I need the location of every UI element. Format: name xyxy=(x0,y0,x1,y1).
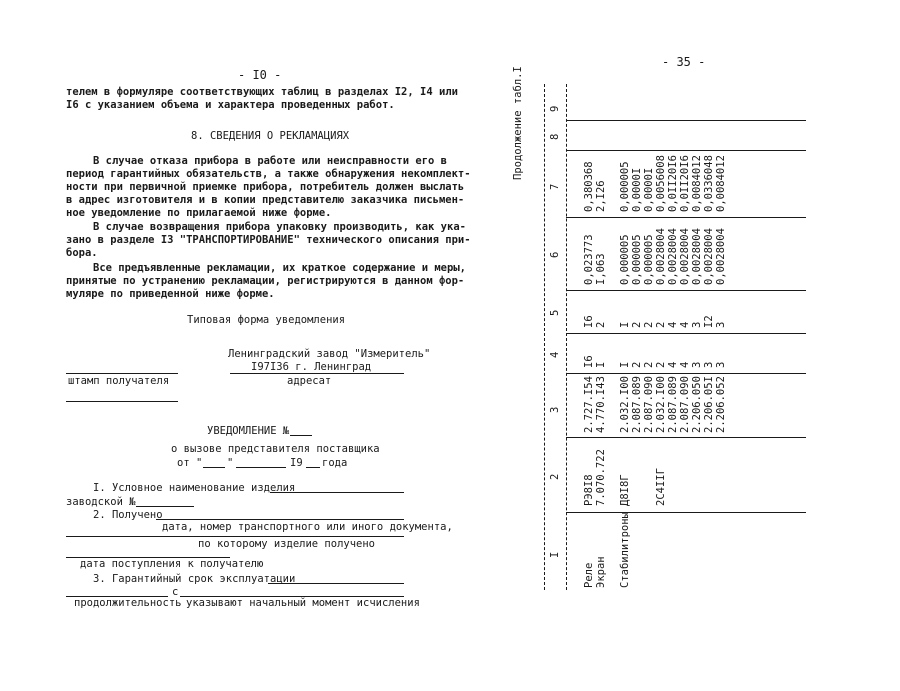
table-cell-col5-row2: 2 xyxy=(595,321,607,328)
table-cell-col4-row8: 4 xyxy=(667,361,679,368)
table-cell-col7-row8: 0,0II20I6 xyxy=(667,155,679,212)
item3-field xyxy=(268,583,404,584)
table-cell-col6-row12: 0,0028004 xyxy=(715,228,727,285)
notice-number-field xyxy=(290,435,312,436)
table-cell-col7-row5: 0,0000I xyxy=(631,167,643,212)
col-num-2: 2 xyxy=(549,473,561,480)
cell-c2-r7: 2С4IIГ xyxy=(655,468,667,506)
table-outer-dash xyxy=(544,84,545,590)
page-number-left: - I0 - xyxy=(238,68,282,82)
date-quote-open: " xyxy=(196,457,203,469)
table-cell-col7-row11: 0,0336048 xyxy=(703,155,715,212)
col-num-9: 9 xyxy=(549,105,561,112)
cell-c2-r1: РЭ8I8 xyxy=(583,474,595,506)
table-cell-col5-row9: 4 xyxy=(679,321,691,328)
table-cell-col3-row11: 2.206.05I xyxy=(703,376,715,433)
item2-caption-2: по которому изделие получено xyxy=(198,538,376,550)
table-cell-col5-row8: 4 xyxy=(667,321,679,328)
para3-line-2: принятые по устранению рекламации, регистрируются в данном фор- xyxy=(66,275,465,287)
table-cell-col6-row9: 0,0028004 xyxy=(679,228,691,285)
table-cell-col5-row11: I2 xyxy=(703,315,715,328)
cell-name-stabilitrony: Стабилитроны xyxy=(619,512,631,588)
moment-caption: указывают начальный момент исчисления xyxy=(186,597,420,609)
col-num-5: 5 xyxy=(549,309,561,316)
item2-caption: дата, номер транспортного или иного документа, xyxy=(162,521,453,533)
table-rule xyxy=(566,437,806,438)
table-cell-col5-row1: I6 xyxy=(583,315,595,328)
table-cell-col3-row4: 2.032.I00 xyxy=(619,376,631,433)
cell-name-rele: Реле xyxy=(583,562,595,588)
table-cell-col7-row10: 0,0084012 xyxy=(691,155,703,212)
table-cell-col3-row9: 2.087.090 xyxy=(679,376,691,433)
table-cell-col4-row5: 2 xyxy=(631,361,643,368)
col-num-7: 7 xyxy=(549,183,561,190)
addressee-underline xyxy=(230,373,404,374)
table-rule xyxy=(566,120,806,121)
table-cell-col6-row11: 0,0028004 xyxy=(703,228,715,285)
para1-line-4: в адрес изготовителя и в копии представителю заказчика письмен- xyxy=(66,194,465,206)
table-cell-col7-row2: 2,I26 xyxy=(595,180,607,212)
serial-field xyxy=(136,506,194,507)
table-cell-col5-row10: 3 xyxy=(691,321,703,328)
table-cell-col3-row5: 2.087.089 xyxy=(631,376,643,433)
receipt-caption: дата поступления к получателю xyxy=(80,558,264,570)
table-cell-col6-row4: 0,000005 xyxy=(619,234,631,285)
date-quote-close: " xyxy=(227,457,234,469)
stamp-caption: штамп получателя xyxy=(68,375,170,387)
para2-line-2: зано в разделе I3 "ТРАНСПОРТИРОВАНИЕ" технического описания при- xyxy=(66,234,471,246)
c-mark: с xyxy=(172,586,179,598)
stamp-bottom-line xyxy=(66,401,178,402)
col-num-1: I xyxy=(549,551,561,558)
table-cell-col7-row12: 0,0084012 xyxy=(715,155,727,212)
table-cell-col5-row7: 2 xyxy=(655,321,667,328)
table-cell-col3-row2: 4.770.I43 xyxy=(595,376,607,433)
date-from-label: от xyxy=(177,457,190,469)
item2-field-2 xyxy=(66,536,404,537)
para1-line-1: В случае отказа прибора в работе или неисправности его в xyxy=(93,155,448,167)
col-num-3: 3 xyxy=(549,406,561,413)
para3-line-1: Все предъявленные рекламации, их краткое содержание и меры, xyxy=(93,262,466,274)
para3-line-3: муляре по приведенной ниже форме. xyxy=(66,288,275,300)
table-cell-col3-row12: 2.206.052 xyxy=(715,376,727,433)
form-title: Типовая форма уведомления xyxy=(187,314,346,326)
para2-line-3: бора. xyxy=(66,247,98,259)
table-cell-col6-row7: 0,0028004 xyxy=(655,228,667,285)
addressee-line-1: Ленинградский завод "Измеритель" xyxy=(228,348,431,360)
table-rule xyxy=(566,373,806,374)
table-cell-col6-row10: 0,0028004 xyxy=(691,228,703,285)
date-month-field xyxy=(236,467,286,468)
date-year-field xyxy=(306,467,320,468)
date-year-label: года xyxy=(322,457,348,469)
table-cell-col7-row7: 0,0056008 xyxy=(655,155,667,212)
intro-line-2: I6 с указанием объема и характера проведенных работ. xyxy=(66,99,395,111)
table-cell-col6-row1: 0,023773 xyxy=(583,234,595,285)
table-cell-col4-row7: 2 xyxy=(655,361,667,368)
table-cell-col4-row10: 3 xyxy=(691,361,703,368)
table-rule xyxy=(566,217,806,218)
date-day-field xyxy=(203,467,225,468)
table-cell-col7-row4: 0,000005 xyxy=(619,161,631,212)
table-cell-col6-row6: 0,000005 xyxy=(643,234,655,285)
table-cell-col6-row8: 0,0028004 xyxy=(667,228,679,285)
table-cell-col3-row10: 2.206.050 xyxy=(691,376,703,433)
col-num-6: 6 xyxy=(549,251,561,258)
table-cell-col3-row7: 2.032.I00 xyxy=(655,376,667,433)
table-continuation-label: Продолжение табл.I xyxy=(512,66,524,180)
cell-c2-r4: Д8I8Г xyxy=(619,474,631,506)
item2-field xyxy=(156,519,404,520)
item1-label: I. Условное наименование изделия xyxy=(93,482,296,494)
table-cell-col6-row2: I,063 xyxy=(595,253,607,285)
table-rule xyxy=(566,512,806,513)
date-century: I9 xyxy=(290,457,303,469)
para1-line-5: ное уведомление по прилагаемой ниже форме. xyxy=(66,207,332,219)
serial-label: заводской № xyxy=(66,496,136,508)
intro-line-1: телем в формуляре соответствующих таблиц в разделах I2, I4 или xyxy=(66,86,458,98)
cell-c2-r2: 7.070.722 xyxy=(595,449,607,506)
addressee-caption: адресат xyxy=(287,375,332,387)
table-cell-col5-row4: I xyxy=(619,321,631,328)
section-heading: 8. СВЕДЕНИЯ О РЕКЛАМАЦИЯХ xyxy=(191,130,350,142)
table-rule xyxy=(566,150,806,151)
item2-label: 2. Получено xyxy=(93,509,163,521)
table-cell-col4-row11: 3 xyxy=(703,361,715,368)
page-number-right: - 35 - xyxy=(662,55,706,69)
notice-subtitle: о вызове представителя поставщика xyxy=(171,443,380,455)
table-cell-col5-row5: 2 xyxy=(631,321,643,328)
table-cell-col7-row9: 0,0II20I6 xyxy=(679,155,691,212)
item3-label: 3. Гарантийный срок эксплуатации xyxy=(93,573,296,585)
notice-title: УВЕДОМЛЕНИЕ № xyxy=(207,425,290,437)
table-cell-col4-row1: I6 xyxy=(583,355,595,368)
table-cell-col3-row6: 2.087.090 xyxy=(643,376,655,433)
table-cell-col4-row2: I xyxy=(595,361,607,368)
para1-line-3: ности при первичной приемке прибора, потребитель должен выслать xyxy=(66,181,465,193)
table-rule xyxy=(566,290,806,291)
col-num-4: 4 xyxy=(549,351,561,358)
para2-line-1: В случае возвращения прибора упаковку производить, как ука- xyxy=(93,221,466,233)
table-cell-col5-row6: 2 xyxy=(643,321,655,328)
table-cell-col4-row4: I xyxy=(619,361,631,368)
table-cell-col4-row6: 2 xyxy=(643,361,655,368)
para1-line-2: период гарантийных обязательств, а также обнаружения некомплект- xyxy=(66,168,471,180)
stamp-top-line xyxy=(66,373,178,374)
table-cell-col3-row1: 2.727.I54 xyxy=(583,376,595,433)
table-header-dash xyxy=(566,84,567,590)
col-num-8: 8 xyxy=(549,133,561,140)
duration-caption: продолжительность xyxy=(74,597,182,609)
table-cell-col3-row8: 2.087.089 xyxy=(667,376,679,433)
table-cell-col7-row1: 0,380368 xyxy=(583,161,595,212)
table-cell-col4-row12: 3 xyxy=(715,361,727,368)
table-cell-col6-row5: 0,000005 xyxy=(631,234,643,285)
addressee-line-2: I97I36 г. Ленинград xyxy=(251,361,372,373)
table-cell-col4-row9: 4 xyxy=(679,361,691,368)
table-cell-col5-row12: 3 xyxy=(715,321,727,328)
table-cell-col7-row6: 0,0000I xyxy=(643,167,655,212)
table-rule xyxy=(566,333,806,334)
cell-name-ekran: Экран xyxy=(595,556,607,588)
item1-field xyxy=(270,492,404,493)
